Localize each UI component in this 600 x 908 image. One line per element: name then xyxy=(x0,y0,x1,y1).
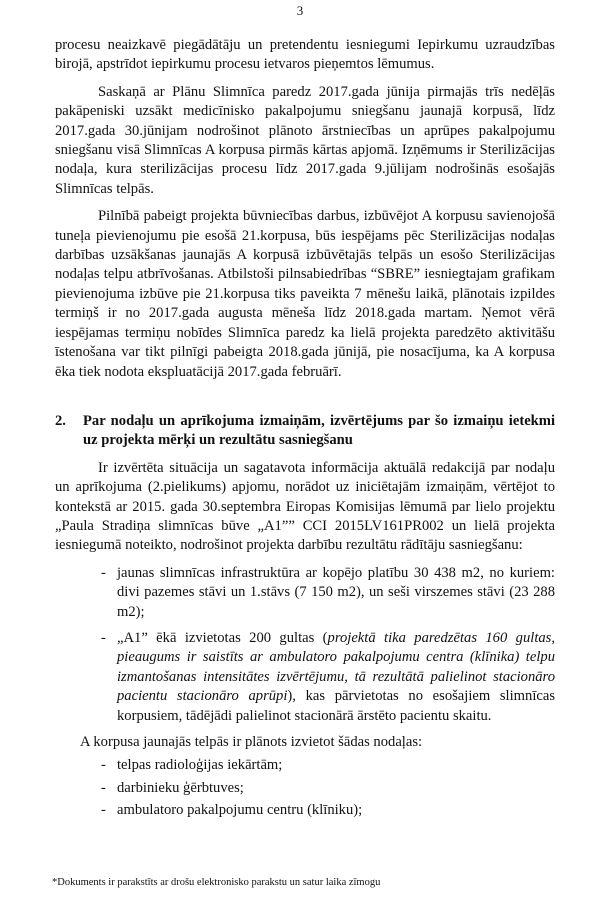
list-dash: - xyxy=(101,564,106,581)
list-item xyxy=(55,564,555,622)
list-item-italic-note: projektā tika paredzētas 160 gultas, pieaugums ir saistīts ar ambulatoro pakalpojumu centra (klīnika) telpu izmantošanas intensitātes izvērtējumu, tā rezultātā palielinot stacionāro pacientu stacionāro aprūpi xyxy=(117,629,555,705)
list-item xyxy=(55,779,555,798)
paragraph-plan: Saskaņā ar Plānu Slimnīca paredz 2017.gada jūnija pirmajās trīs nedēļās pakāpeniski uzsākt medicīnisko pakalpojumu sniegšanu jaunajā korpusā, līdz 2017.gada 30.jūnijam nodrošinot plānoto ārstniecības un aprūpes pakalpojumu sniegšanu visā Slimnīcas A korpusa pirmās kārtas apjomā. Izņēmums ir Sterilizācijas nodaļa, kura sterilizācijas procesu līdz 2017.gada 9.jūlijam nodrošinās esošajās Slimnīcas telpās. xyxy=(55,83,555,197)
signature-footnote: *Dokuments ir parakstīts ar drošu elektronisko parakstu un satur laika zīmogu xyxy=(52,877,381,888)
list-item xyxy=(55,756,555,775)
results-list xyxy=(55,564,555,726)
list-dash: - xyxy=(101,779,106,796)
section-number: 2. xyxy=(55,412,66,429)
list-item xyxy=(55,801,555,820)
list-item-text: ambulatoro pakalpojumu centru (klīniku); xyxy=(117,802,363,819)
list-dash: - xyxy=(101,757,106,774)
departments-intro: A korpusa jaunajās telpās ir plānots izvietot šādas nodaļas: xyxy=(80,734,423,750)
page-number: 3 xyxy=(296,3,304,18)
list-item xyxy=(55,629,555,726)
section-title: Par nodaļu un aprīkojuma izmaiņām, izvērtējums par šo izmaiņu ietekmi uz projekta mērķi un rezultātu sasniegšanu xyxy=(83,412,555,449)
list-dash: - xyxy=(101,802,106,819)
list-dash: - xyxy=(101,629,106,646)
list-item-text-before: „A1” ēkā izvietotas 200 gultas ( xyxy=(117,629,328,646)
document-body xyxy=(55,36,555,828)
list-item-text: darbinieku ģērbtuves; xyxy=(117,779,244,796)
paragraph-construction: Pilnībā pabeigt projekta būvniecības darbus, izbūvējot A korpusu savienojošā tuneļa pievienojumu pie esošā 21.korpusa, būs iespējams pēc Sterilizācijas nodaļas darbības uzsākšanas jaunajās A korpusā izbūvētajās telpās un esošo Sterilizācijas nodaļas telpu atbrīvošanas. Atbilstoši pilnsabiedrības “SBRE” iesniegtajam grafikam pievienojuma izbūve pie 21.korpusa tiks paveikta 7 mēnešu laikā, plānotais izpildes termiņš ir no 2017.gada augusta mēneša līdz 2018.gada martam. Ņemot vērā iespējamas termiņu nobīdes Slimnīca paredz ka lielā projekta paredzēto aktivitāšu īstenošana var tikt pilnīgi pabeigta 2018.gada jūnijā, pie nosacījuma, ka A korpusa ēka tiek nodota ekspluatācijā 2017.gada februārī. xyxy=(55,208,555,380)
list-item-text-after: ), kas pārvietotas no esošajiem slimnīcas korpusiem, tādējādi palielinot stacionārā ārstēto pacientu skaitu. xyxy=(117,688,556,724)
paragraph-section-intro: Ir izvērtēta situācija un sagatavota informācija aktuālā redakcijā par nodaļu un aprīkojuma (2.pielikums) apjomu, norādot uz iniciētajām izmaiņām, vērtējot to kontekstā ar 2015. gada 30.septembra Eiropas Komisijas lēmumā par lielo projektu „Paula Stradiņa slimnīcas būve „A1”” CCI 2015LV161PR002 un lielā projekta iesniegumā noteikto, nodrošinot projekta darbību rezultātu rādītāju sasniegšanu: xyxy=(55,459,555,554)
list-item-text: jaunas slimnīcas infrastruktūra ar kopējo platību 30 438 m2, no kuriem: divi pazemes stāvi un 1.stāvs (7 150 m2), un seši virszemes stāvi (23 288 m2); xyxy=(117,564,555,620)
departments-list xyxy=(55,756,555,820)
section-heading xyxy=(55,412,555,451)
list-item-text: telpas radioloģijas iekārtām; xyxy=(117,757,283,774)
paragraph-procurement: procesu neaizkavē piegādātāju un pretendentu iesniegumi Iepirkumu uzraudzības birojā, apstrīdot iepirkumu procesu ietvaros pieņemtos lēmumus. xyxy=(55,37,555,73)
